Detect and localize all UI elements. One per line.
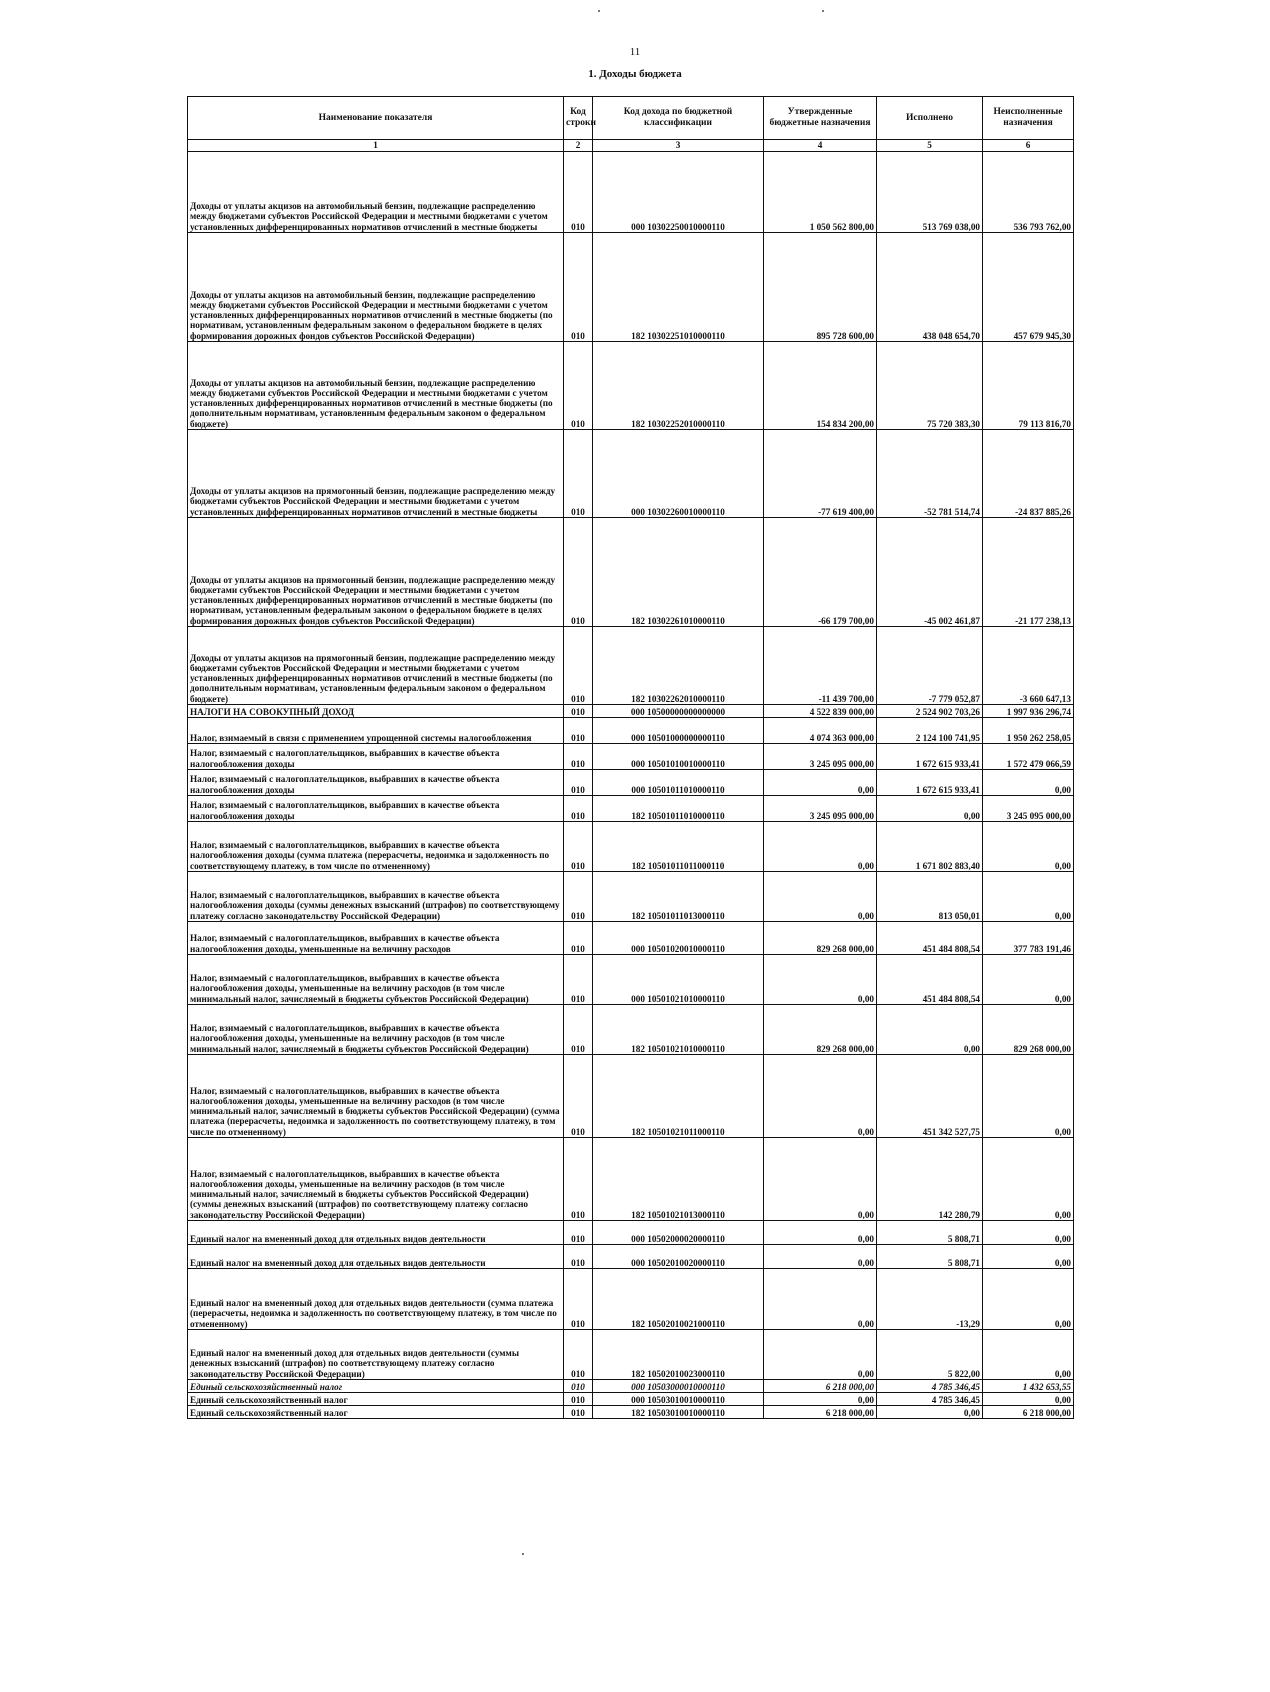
table-row xyxy=(188,1005,1074,1055)
row-approved: 0,00 xyxy=(764,770,877,796)
row-income-code: 182 10501011013000110 xyxy=(593,872,764,922)
row-approved: 895 728 600,00 xyxy=(764,233,877,342)
row-income-code: 000 10501020010000110 xyxy=(593,922,764,955)
row-line-code: 010 xyxy=(564,744,593,770)
row-line-code: 010 xyxy=(564,1055,593,1138)
row-line-code: 010 xyxy=(564,1406,593,1419)
row-income-code: 000 10302260010000110 xyxy=(593,430,764,518)
row-income-code: 182 10501011011000110 xyxy=(593,822,764,872)
row-line-code: 010 xyxy=(564,518,593,627)
table-row xyxy=(188,922,1074,955)
row-line-code: 010 xyxy=(564,718,593,744)
row-line-code: 010 xyxy=(564,705,593,718)
row-unexecuted: 0,00 xyxy=(983,1393,1074,1406)
header-income-code: Код дохода по бюджетной классификации xyxy=(593,97,764,140)
row-approved: 0,00 xyxy=(764,1245,877,1269)
table-row xyxy=(188,872,1074,922)
row-approved: 0,00 xyxy=(764,1221,877,1245)
table-row xyxy=(188,705,1074,718)
row-approved: 0,00 xyxy=(764,955,877,1005)
row-line-code: 010 xyxy=(564,770,593,796)
row-unexecuted: 1 950 262 258,05 xyxy=(983,718,1074,744)
row-name: Налог, взимаемый с налогоплательщиков, выбравших в качестве объекта налогообложения доходы, уменьшенные на величину расходов (в том числе минимальный налог, зачисляемый в бюджеты субъектов Российской Федерации) xyxy=(188,955,564,1005)
column-number: 5 xyxy=(877,140,983,152)
table-row xyxy=(188,955,1074,1005)
row-approved: 0,00 xyxy=(764,872,877,922)
row-approved: 3 245 095 000,00 xyxy=(764,744,877,770)
row-income-code: 000 10503010010000110 xyxy=(593,1393,764,1406)
row-name: Единый сельскохозяйственный налог xyxy=(188,1380,564,1393)
row-line-code: 010 xyxy=(564,1245,593,1269)
row-income-code: 182 10502010021000110 xyxy=(593,1269,764,1330)
row-name: Налог, взимаемый с налогоплательщиков, выбравших в качестве объекта налогообложения доходы xyxy=(188,796,564,822)
row-income-code: 182 10501021013000110 xyxy=(593,1138,764,1221)
row-line-code: 010 xyxy=(564,152,593,233)
table-row xyxy=(188,430,1074,518)
row-line-code: 010 xyxy=(564,430,593,518)
row-income-code: 182 10503010010000110 xyxy=(593,1406,764,1419)
row-approved: -11 439 700,00 xyxy=(764,627,877,705)
row-name: Доходы от уплаты акцизов на прямогонный бензин, подлежащие распределению между бюджетами субъектов Российской Федерации и местными бюджетами с учетом установленных дифференцированных нормативов отчислений в местные бюджеты (по дополнительным нормативам, установленным федеральным законом о федеральном бюджете) xyxy=(188,627,564,705)
table-row xyxy=(188,233,1074,342)
row-approved: 0,00 xyxy=(764,1393,877,1406)
row-line-code: 010 xyxy=(564,955,593,1005)
table-row xyxy=(188,718,1074,744)
row-name: Налог, взимаемый с налогоплательщиков, выбравших в качестве объекта налогообложения доходы (сумма платежа (перерасчеты, недоимка и задолженность по соответствующему платежу, в том числе по отмененному) xyxy=(188,822,564,872)
row-line-code: 010 xyxy=(564,233,593,342)
row-line-code: 010 xyxy=(564,1221,593,1245)
table-row xyxy=(188,796,1074,822)
row-approved: 0,00 xyxy=(764,822,877,872)
row-line-code: 010 xyxy=(564,627,593,705)
table-header-row xyxy=(188,97,1074,140)
row-income-code: 000 10501000000000110 xyxy=(593,718,764,744)
row-executed: -7 779 052,87 xyxy=(877,627,983,705)
scan-speck xyxy=(522,1553,524,1555)
row-unexecuted: 0,00 xyxy=(983,1138,1074,1221)
row-executed: 1 672 615 933,41 xyxy=(877,770,983,796)
row-name: Доходы от уплаты акцизов на прямогонный бензин, подлежащие распределению между бюджетами субъектов Российской Федерации и местными бюджетами с учетом установленных дифференцированных нормативов отчислений в местные бюджеты (по нормативам, установленным федеральным законом о федеральном бюджете в целях формирования дорожных фондов субъектов Российской Федерации) xyxy=(188,518,564,627)
row-unexecuted: 0,00 xyxy=(983,1055,1074,1138)
header-name: Наименование показателя xyxy=(188,97,564,140)
row-executed: 2 524 902 703,26 xyxy=(877,705,983,718)
row-line-code: 010 xyxy=(564,342,593,430)
page-number: 11 xyxy=(629,46,641,58)
row-unexecuted: 79 113 816,70 xyxy=(983,342,1074,430)
row-name: Единый налог на вмененный доход для отдельных видов деятельности xyxy=(188,1221,564,1245)
row-unexecuted: 0,00 xyxy=(983,1330,1074,1380)
row-executed: 438 048 654,70 xyxy=(877,233,983,342)
row-name: Налог, взимаемый в связи с применением упрощенной системы налогообложения xyxy=(188,718,564,744)
table-row xyxy=(188,822,1074,872)
header-executed: Исполнено xyxy=(877,97,983,140)
table-row xyxy=(188,342,1074,430)
row-line-code: 010 xyxy=(564,1269,593,1330)
row-name: Налог, взимаемый с налогоплательщиков, выбравших в качестве объекта налогообложения доходы (суммы денежных взысканий (штрафов) по соответствующему платежу согласно законодательству Российской Федерации) xyxy=(188,872,564,922)
row-unexecuted: 1 572 479 066,59 xyxy=(983,744,1074,770)
budget-income-table xyxy=(187,96,1074,1419)
row-executed: 0,00 xyxy=(877,1406,983,1419)
header-approved: Утвержденные бюджетные назначения xyxy=(764,97,877,140)
table-row xyxy=(188,1406,1074,1419)
scan-speck xyxy=(822,10,824,12)
table-row xyxy=(188,1221,1074,1245)
row-name: Единый сельскохозяйственный налог xyxy=(188,1406,564,1419)
table-row xyxy=(188,518,1074,627)
row-executed: 2 124 100 741,95 xyxy=(877,718,983,744)
row-name: Доходы от уплаты акцизов на прямогонный бензин, подлежащие распределению между бюджетами субъектов Российской Федерации и местными бюджетами с учетом установленных дифференцированных нормативов отчислений в местные бюджеты xyxy=(188,430,564,518)
row-line-code: 010 xyxy=(564,822,593,872)
row-line-code: 010 xyxy=(564,1330,593,1380)
row-unexecuted: 6 218 000,00 xyxy=(983,1406,1074,1419)
row-executed: -52 781 514,74 xyxy=(877,430,983,518)
row-executed: 5 808,71 xyxy=(877,1221,983,1245)
row-executed: 513 769 038,00 xyxy=(877,152,983,233)
row-income-code: 000 10302250010000110 xyxy=(593,152,764,233)
row-unexecuted: 0,00 xyxy=(983,872,1074,922)
row-line-code: 010 xyxy=(564,796,593,822)
table-row xyxy=(188,1269,1074,1330)
row-approved: 4 074 363 000,00 xyxy=(764,718,877,744)
row-name: НАЛОГИ НА СОВОКУПНЫЙ ДОХОД xyxy=(188,705,564,718)
table-row xyxy=(188,627,1074,705)
column-number: 3 xyxy=(593,140,764,152)
row-line-code: 010 xyxy=(564,1138,593,1221)
row-executed: 451 484 808,54 xyxy=(877,922,983,955)
table-row xyxy=(188,744,1074,770)
row-name: Единый налог на вмененный доход для отдельных видов деятельности (суммы денежных взысканий (штрафов) по соответствующему платежу согласно законодательству Российской Федерации) xyxy=(188,1330,564,1380)
row-executed: 5 822,00 xyxy=(877,1330,983,1380)
table-row xyxy=(188,1055,1074,1138)
row-executed: 4 785 346,45 xyxy=(877,1393,983,1406)
row-executed: 451 342 527,75 xyxy=(877,1055,983,1138)
row-name: Доходы от уплаты акцизов на автомобильный бензин, подлежащие распределению между бюджетами субъектов Российской Федерации и местными бюджетами с учетом установленных дифференцированных нормативов отчислений в местные бюджеты (по дополнительным нормативам, установленным федеральным законом о федеральном бюджете) xyxy=(188,342,564,430)
table-row xyxy=(188,152,1074,233)
row-income-code: 000 10501021010000110 xyxy=(593,955,764,1005)
row-executed: 1 672 615 933,41 xyxy=(877,744,983,770)
row-approved: 154 834 200,00 xyxy=(764,342,877,430)
column-number: 6 xyxy=(983,140,1074,152)
row-unexecuted: 829 268 000,00 xyxy=(983,1005,1074,1055)
row-unexecuted: 0,00 xyxy=(983,822,1074,872)
row-name: Налог, взимаемый с налогоплательщиков, выбравших в качестве объекта налогообложения доходы, уменьшенные на величину расходов (в том числе минимальный налог, зачисляемый в бюджеты субъектов Российской Федерации) (сумма платежа (перерасчеты, недоимка и задолженность по соответствующему платежу, в том числе по отмененному) xyxy=(188,1055,564,1138)
row-income-code: 182 10501011010000110 xyxy=(593,796,764,822)
row-executed: 5 808,71 xyxy=(877,1245,983,1269)
row-approved: 3 245 095 000,00 xyxy=(764,796,877,822)
header-line-code: Код строки xyxy=(564,97,593,140)
row-executed: 1 671 802 883,40 xyxy=(877,822,983,872)
row-approved: -66 179 700,00 xyxy=(764,518,877,627)
column-number: 2 xyxy=(564,140,593,152)
row-unexecuted: 0,00 xyxy=(983,1245,1074,1269)
row-name: Единый налог на вмененный доход для отдельных видов деятельности xyxy=(188,1245,564,1269)
page-title: 1. Доходы бюджета xyxy=(588,68,682,80)
row-income-code: 182 10501021010000110 xyxy=(593,1005,764,1055)
row-income-code: 182 10502010023000110 xyxy=(593,1330,764,1380)
row-unexecuted: 1 997 936 296,74 xyxy=(983,705,1074,718)
row-name: Налог, взимаемый с налогоплательщиков, выбравших в качестве объекта налогообложения доходы xyxy=(188,744,564,770)
row-approved: 829 268 000,00 xyxy=(764,922,877,955)
row-approved: 829 268 000,00 xyxy=(764,1005,877,1055)
row-income-code: 182 10302261010000110 xyxy=(593,518,764,627)
row-unexecuted: 0,00 xyxy=(983,770,1074,796)
row-name: Налог, взимаемый с налогоплательщиков, выбравших в качестве объекта налогообложения доходы, уменьшенные на величину расходов xyxy=(188,922,564,955)
column-number-row xyxy=(188,140,1074,152)
row-executed: 142 280,79 xyxy=(877,1138,983,1221)
row-unexecuted: 1 432 653,55 xyxy=(983,1380,1074,1393)
row-income-code: 000 10502000020000110 xyxy=(593,1221,764,1245)
row-executed: 75 720 383,30 xyxy=(877,342,983,430)
row-approved: 1 050 562 800,00 xyxy=(764,152,877,233)
row-unexecuted: 377 783 191,46 xyxy=(983,922,1074,955)
row-income-code: 000 10501011010000110 xyxy=(593,770,764,796)
row-income-code: 000 10501010010000110 xyxy=(593,744,764,770)
row-approved: 0,00 xyxy=(764,1330,877,1380)
row-approved: 0,00 xyxy=(764,1269,877,1330)
row-executed: 813 050,01 xyxy=(877,872,983,922)
row-unexecuted: 457 679 945,30 xyxy=(983,233,1074,342)
row-name: Доходы от уплаты акцизов на автомобильный бензин, подлежащие распределению между бюджетами субъектов Российской Федерации и местными бюджетами с учетом установленных дифференцированных нормативов отчислений в местные бюджеты (по нормативам, установленным федеральным законом о федеральном бюджете в целях формирования дорожных фондов субъектов Российской Федерации) xyxy=(188,233,564,342)
column-number: 4 xyxy=(764,140,877,152)
row-name: Налог, взимаемый с налогоплательщиков, выбравших в качестве объекта налогообложения доходы xyxy=(188,770,564,796)
row-income-code: 000 10503000010000110 xyxy=(593,1380,764,1393)
row-approved: 0,00 xyxy=(764,1055,877,1138)
table-row xyxy=(188,1393,1074,1406)
row-unexecuted: -3 660 647,13 xyxy=(983,627,1074,705)
row-name: Налог, взимаемый с налогоплательщиков, выбравших в качестве объекта налогообложения доходы, уменьшенные на величину расходов (в том числе минимальный налог, зачисляемый в бюджеты субъектов Российской Федерации) xyxy=(188,1005,564,1055)
row-income-code: 182 10302251010000110 xyxy=(593,233,764,342)
row-unexecuted: 3 245 095 000,00 xyxy=(983,796,1074,822)
column-number: 1 xyxy=(188,140,564,152)
scan-speck xyxy=(598,10,600,12)
row-approved: 6 218 000,00 xyxy=(764,1380,877,1393)
row-income-code: 182 10501021011000110 xyxy=(593,1055,764,1138)
row-executed: 0,00 xyxy=(877,1005,983,1055)
row-executed: -45 002 461,87 xyxy=(877,518,983,627)
row-income-code: 000 10500000000000000 xyxy=(593,705,764,718)
row-line-code: 010 xyxy=(564,1380,593,1393)
row-unexecuted: 0,00 xyxy=(983,1269,1074,1330)
row-executed: 4 785 346,45 xyxy=(877,1380,983,1393)
table-row xyxy=(188,1380,1074,1393)
row-approved: -77 619 400,00 xyxy=(764,430,877,518)
row-approved: 0,00 xyxy=(764,1138,877,1221)
row-unexecuted: -21 177 238,13 xyxy=(983,518,1074,627)
row-income-code: 182 10302262010000110 xyxy=(593,627,764,705)
row-executed: 0,00 xyxy=(877,796,983,822)
row-name: Доходы от уплаты акцизов на автомобильный бензин, подлежащие распределению между бюджетами субъектов Российской Федерации и местными бюджетами с учетом установленных дифференцированных нормативов отчислений в местные бюджеты xyxy=(188,152,564,233)
row-executed: 451 484 808,54 xyxy=(877,955,983,1005)
table-row xyxy=(188,770,1074,796)
row-line-code: 010 xyxy=(564,872,593,922)
row-line-code: 010 xyxy=(564,922,593,955)
header-unexecuted: Неисполненные назначения xyxy=(983,97,1074,140)
row-income-code: 000 10502010020000110 xyxy=(593,1245,764,1269)
row-line-code: 010 xyxy=(564,1005,593,1055)
row-name: Единый налог на вмененный доход для отдельных видов деятельности (сумма платежа (перерасчеты, недоимка и задолженность по соответствующему платежу, в том числе по отмененному) xyxy=(188,1269,564,1330)
row-income-code: 182 10302252010000110 xyxy=(593,342,764,430)
row-unexecuted: 0,00 xyxy=(983,1221,1074,1245)
row-name: Единый сельскохозяйственный налог xyxy=(188,1393,564,1406)
row-name: Налог, взимаемый с налогоплательщиков, выбравших в качестве объекта налогообложения доходы, уменьшенные на величину расходов (в том числе минимальный налог, зачисляемый в бюджеты субъектов Российской Федерации) (суммы денежных взысканий (штрафов) по соответствующему платежу согласно законодательству Российской Федерации) xyxy=(188,1138,564,1221)
row-approved: 6 218 000,00 xyxy=(764,1406,877,1419)
row-approved: 4 522 839 000,00 xyxy=(764,705,877,718)
row-unexecuted: -24 837 885,26 xyxy=(983,430,1074,518)
row-unexecuted: 536 793 762,00 xyxy=(983,152,1074,233)
row-unexecuted: 0,00 xyxy=(983,955,1074,1005)
row-executed: -13,29 xyxy=(877,1269,983,1330)
table-row xyxy=(188,1245,1074,1269)
table-row xyxy=(188,1138,1074,1221)
table-row xyxy=(188,1330,1074,1380)
row-line-code: 010 xyxy=(564,1393,593,1406)
